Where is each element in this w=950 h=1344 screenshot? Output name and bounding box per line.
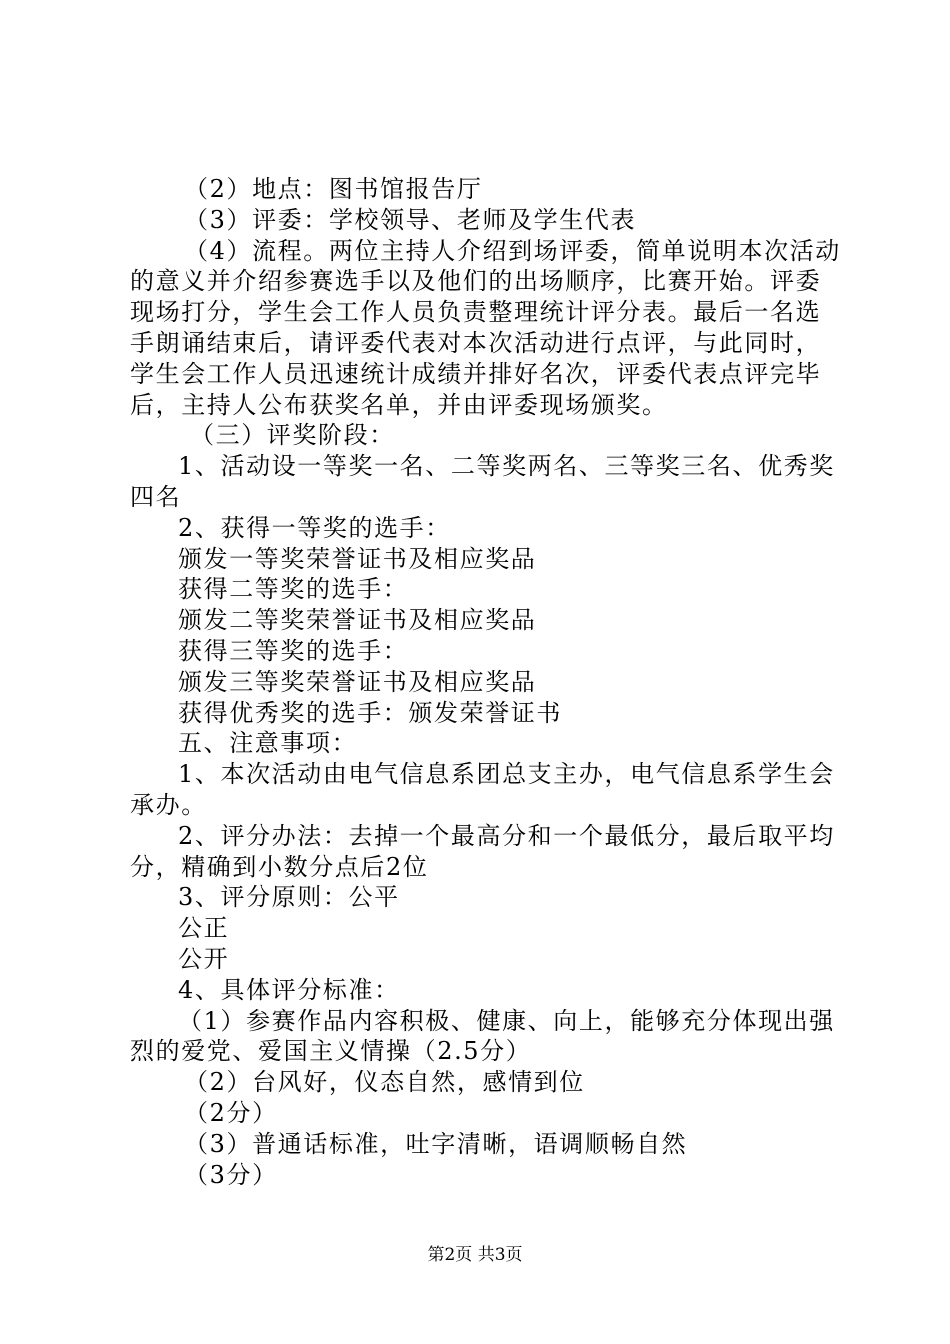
text-line: 获得优秀奖的选手：颁发荣誉证书 xyxy=(178,698,562,727)
text-line: （2）地点：图书馆报告厅 xyxy=(184,175,483,203)
text-line: 承办。 xyxy=(130,790,207,819)
text-line: 3、评分原则：公平 xyxy=(178,883,400,912)
text-line: 烈的爱党、爱国主义情操（2.5分） xyxy=(130,1037,532,1066)
text-line: （4）流程。两位主持人介绍到场评委，简单说明本次活动 xyxy=(184,236,841,265)
text-line: 学生会工作人员迅速统计成绩并排好名次，评委代表点评完毕 xyxy=(130,359,822,388)
text-line: 现场打分，学生会工作人员负责整理统计评分表。最后一名选 xyxy=(130,298,822,327)
text-line: 公开 xyxy=(178,944,230,973)
text-line: 1、活动设一等奖一名、二等奖两名、三等奖三名、优秀奖 xyxy=(178,452,835,481)
text-line: 四名 xyxy=(130,482,182,511)
text-line: 1、本次活动由电气信息系团总支主办，电气信息系学生会 xyxy=(178,760,835,789)
text-line: （1）参赛作品内容积极、健康、向上，能够充分体现出强 xyxy=(178,1006,835,1035)
text-line: 颁发三等奖荣誉证书及相应奖品 xyxy=(178,667,537,696)
text-line: 4、具体评分标准： xyxy=(178,975,400,1004)
text-line: 获得二等奖的选手： xyxy=(178,575,409,604)
text-line: 2、获得一等奖的选手： xyxy=(178,513,451,542)
text-line: 五、注意事项： xyxy=(178,729,358,758)
text-line: 2、评分办法：去掉一个最高分和一个最低分，最后取平均 xyxy=(178,821,835,850)
text-line: 颁发一等奖荣誉证书及相应奖品 xyxy=(178,544,537,573)
page-footer: 第2页 共3页 xyxy=(427,1245,523,1265)
text-line: （2分） xyxy=(184,1098,278,1127)
text-line: 分，精确到小数分点后2位 xyxy=(130,852,429,881)
text-line: 的意义并介绍参赛选手以及他们的出场顺序，比赛开始。评委 xyxy=(130,267,822,296)
text-line: （三）评奖阶段： xyxy=(190,421,395,450)
document-body xyxy=(130,174,841,1190)
text-line: （3）普通话标准，吐字清晰，语调顺畅自然 xyxy=(184,1129,688,1158)
text-line: 手朗诵结束后，请评委代表对本次活动进行点评，与此同时， xyxy=(130,328,822,357)
text-line: 获得三等奖的选手： xyxy=(178,636,409,665)
text-line: （3）评委：学校领导、老师及学生代表 xyxy=(184,205,637,234)
text-line: （2）台风好，仪态自然，感情到位 xyxy=(184,1068,585,1097)
text-line: 后，主持人公布获奖名单，并由评委现场颁奖。 xyxy=(130,390,668,419)
text-line: 颁发二等奖荣誉证书及相应奖品 xyxy=(178,606,537,635)
text-line: （3分） xyxy=(184,1160,278,1189)
text-line: 公正 xyxy=(178,914,230,943)
